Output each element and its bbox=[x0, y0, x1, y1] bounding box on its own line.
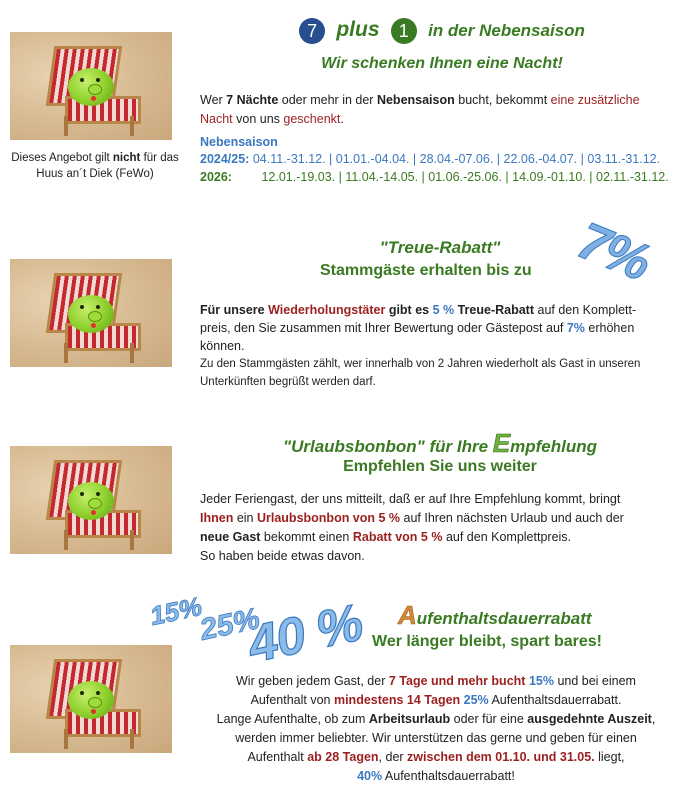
section1-text: Wer 7 Nächte oder mehr in der Nebensaison bucht, bekommt eine zusätzliche Nacht von uns geschenkt. bbox=[200, 93, 640, 126]
number-badge-1: 1 bbox=[391, 18, 417, 44]
twenty-five-percent-graphic: 25% bbox=[197, 602, 263, 647]
beach-chair-photo bbox=[10, 32, 172, 140]
forty-percent-graphic: 40 % bbox=[243, 593, 368, 675]
section1-subtitle: Wir schenken Ihnen eine Nacht! bbox=[321, 55, 563, 72]
section2-subtitle: Stammgäste erhalten bis zu bbox=[320, 262, 532, 279]
fifteen-percent-graphic: 15% bbox=[147, 590, 205, 632]
section2-title: "Treue-Rabatt" bbox=[379, 238, 501, 257]
section2-text: Für unsere Wiederholungstäter gibt es 5 % Treue-Rabatt auf den Komplett- preis, den Sie zusammen mit Ihrer Bewertung oder Gästepost auf 7% erhöhen können. Zu den Stammgästen zählt, wer innerhalb von 2 Jahren wiederholt als Gast in unseren Unterkünften begrüßt werden darf. bbox=[200, 303, 641, 388]
offer-note: Dieses Angebot gilt nicht für das Huus an´t Diek (FeWo) bbox=[11, 152, 179, 180]
seven-percent-graphic: 7% bbox=[569, 211, 658, 293]
section1-title: 7 plus 1 in der Nebensaison bbox=[200, 18, 684, 44]
section4-title: Aufenthaltsdauerrabatt bbox=[398, 600, 592, 630]
beach-chair-photo bbox=[10, 446, 172, 554]
section3-subtitle: Empfehlen Sie uns weiter bbox=[343, 458, 537, 475]
season-row-2024: 2024/25: 04.11.-31.12. | 01.01.-04.04. | 28.04.-07.06. | 22.06.-04.07. | 03.11.-31.12. bbox=[200, 152, 661, 166]
beach-chair-photo bbox=[10, 645, 172, 753]
section3-title: "Urlaubsbonbon" für Ihre Empfehlung bbox=[283, 428, 597, 458]
season-row-2026: 2026: 12.01.-19.03. | 11.04.-14.05. | 01.06.-25.06. | 14.09.-01.10. | 02.11.-31.12. bbox=[200, 170, 669, 184]
section3-text: Jeder Feriengast, der uns mitteilt, daß er auf Ihre Empfehlung kommt, bringt Ihnen ein Urlaubsbonbon von 5 % auf Ihren nächsten Urlaub und auch der neue Gast bekommt einen Rabatt von 5 % auf den Komplettpreis. So haben beide etwas davon. bbox=[200, 492, 624, 563]
section4-text: Wir geben jedem Gast, der 7 Tage und mehr bucht 15% und bei einem Aufenthalt von mindestens 14 Tagen 25% Aufenthaltsdauerrabatt. Lange Aufenthalte, ob zum Arbeitsurlaub oder für eine ausgedehnte Auszeit, werden immer beliebter. Wir unterstützen das gerne und geben für einen Aufenthalt ab 28 Tagen, der zwischen dem 01.10. und 31.05. liegt, 40% Aufenthaltsdauerrabatt! bbox=[216, 674, 656, 783]
season-label: Nebensaison bbox=[200, 135, 278, 149]
beach-chair-photo bbox=[10, 259, 172, 367]
section4-subtitle: Wer länger bleibt, spart bares! bbox=[372, 633, 602, 650]
number-badge-7: 7 bbox=[299, 18, 325, 44]
